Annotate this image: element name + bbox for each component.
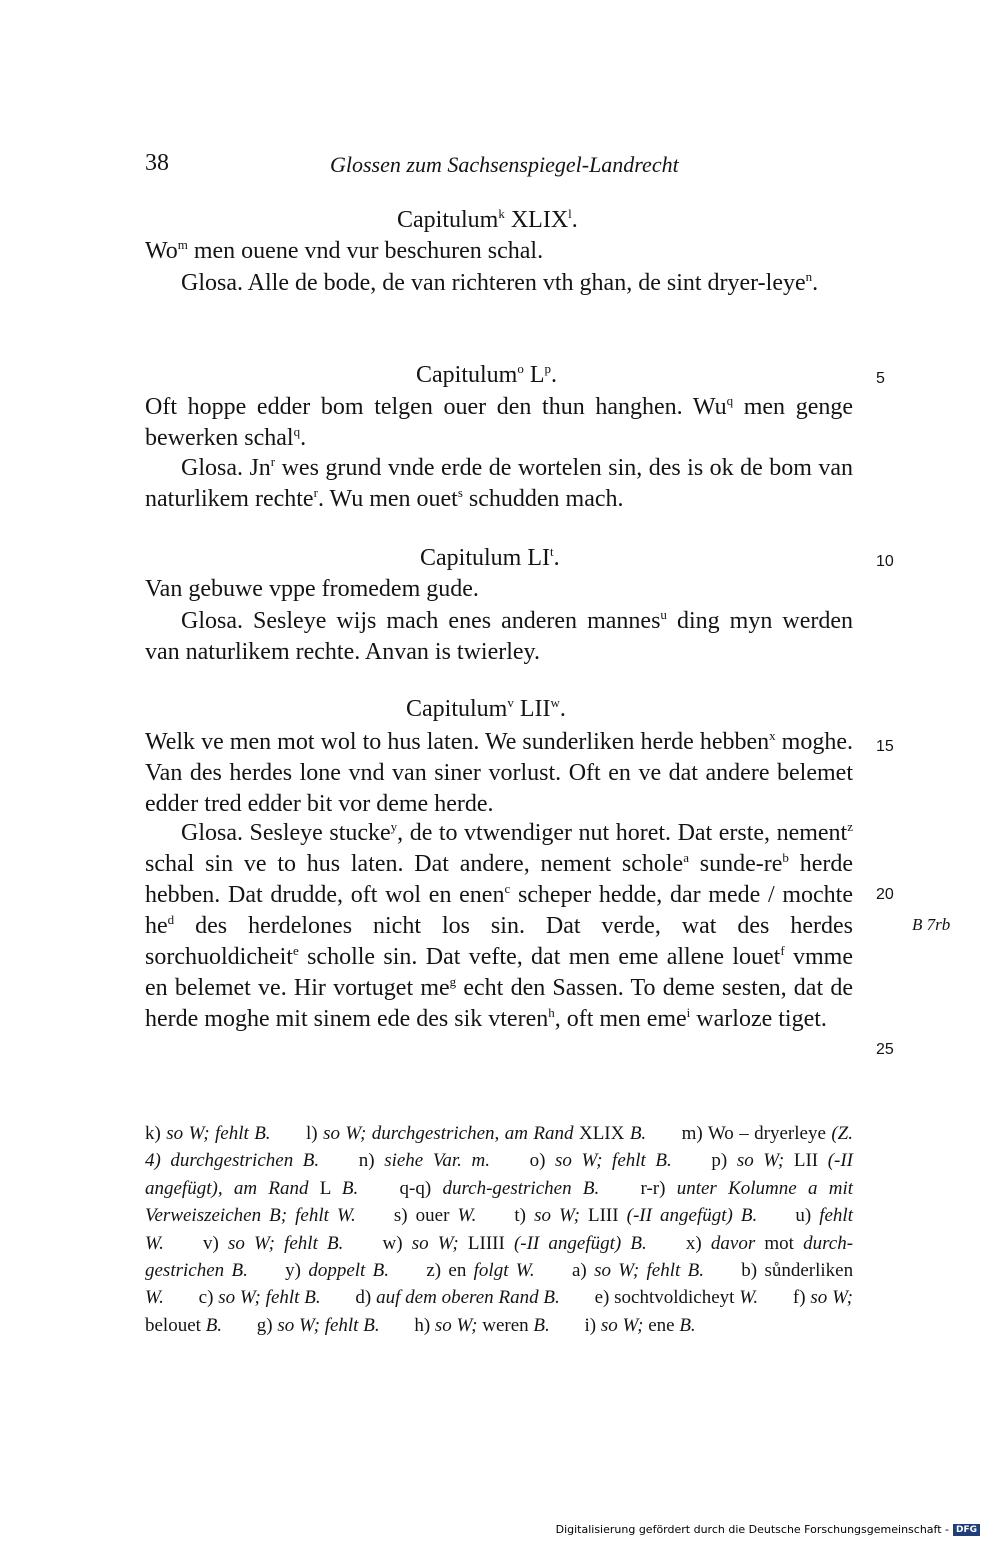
footnote-text: B. — [341, 1177, 359, 1199]
glosa-paragraph: Glosa. Alle de bode, de van richteren vth ghan, de sint dryer-leye$^n$. — [181, 269, 819, 296]
footnote-text: Wo – dryerleye — [707, 1123, 832, 1144]
footnote-label: f) — [792, 1287, 806, 1309]
footnote-text: so W; fehlt B. — [218, 1287, 321, 1309]
page-number: 38 — [145, 150, 169, 176]
footnote-text: folgt W. — [473, 1260, 535, 1282]
footnotes-apparatus — [145, 1120, 853, 1339]
footnote-text: so W; fehlt B. — [594, 1260, 704, 1282]
footnote-label: i) — [584, 1314, 597, 1336]
running-title: Glossen zum Sachsenspiegel-Landrecht — [330, 152, 679, 177]
glosa-paragraph: Glosa. Sesleye wijs mach enes anderen mannes$^u$ ding myn werden van naturlikem rechte. Anvan is twierley. — [145, 607, 853, 665]
footnote-label: d) — [355, 1287, 372, 1309]
footnote-label: s) — [393, 1205, 408, 1227]
footnote-text: W. — [145, 1287, 164, 1309]
footnote-text: so W; fehlt B. — [166, 1123, 271, 1144]
footnote-item — [285, 1260, 389, 1281]
footnote-text: siehe Var. m. — [384, 1150, 490, 1172]
footnote-text: XLIX — [573, 1123, 630, 1144]
footnote-label: z) — [426, 1260, 442, 1282]
footnote-text: fehlt W. — [145, 1205, 853, 1254]
glosa-paragraph: Glosa. Jn$^r$ wes grund vnde erde de wortelen sin, des is ok de bom van naturlikem rechte$^r$. Wu men ouet$^s$ schudden mach. — [145, 454, 853, 512]
footnote-text: mot — [755, 1232, 804, 1254]
chapter-heading: Capitulum $LI^t$. — [420, 544, 560, 571]
chapter-title: Van gebuwe vppe fromedem gude. — [145, 576, 479, 602]
footnote-item — [414, 1315, 549, 1336]
footnote-text: W. — [457, 1205, 477, 1227]
footnote-item — [383, 1233, 647, 1254]
dfg-logo-icon: DFG — [953, 1524, 980, 1536]
footnote-text: so W; — [810, 1287, 854, 1309]
dfg-credit-text: Digitalisierung gefördert durch die Deutsche Forschungsgemeinschaft - — [555, 1523, 949, 1536]
footnote-label: c) — [198, 1287, 214, 1309]
line-number: 10 — [876, 553, 894, 570]
footnote-text: ouer — [415, 1205, 458, 1227]
footnote-item — [426, 1260, 534, 1281]
footnote-item — [585, 1315, 696, 1336]
footnote-text: LIII — [579, 1205, 627, 1227]
footnote-label: x) — [685, 1232, 702, 1254]
footnote-label: g) — [256, 1314, 273, 1336]
line-number: 20 — [876, 886, 894, 903]
margin-note: B 7rb — [912, 915, 951, 934]
footnote-label: b) — [741, 1260, 758, 1282]
footnote-text: auf dem oberen Rand B. — [376, 1287, 560, 1309]
footnote-text: sochtvoldicheyt — [614, 1287, 740, 1309]
footnote-text: so W; — [434, 1314, 478, 1336]
footnote-text: unter Kolumne a mit Verweiszeichen B; fehlt W. — [145, 1177, 854, 1227]
footnote-item — [359, 1150, 490, 1171]
footnote-text: so W; fehlt B. — [555, 1150, 672, 1172]
footnote-item — [514, 1205, 757, 1226]
footnote-label: w) — [382, 1232, 403, 1254]
footnote-text: B. — [533, 1314, 550, 1336]
footnote-item — [530, 1150, 672, 1171]
line-number: 25 — [876, 1041, 894, 1058]
footnote-text: B. — [629, 1123, 647, 1144]
footnote-text: (-II angefügt), am Rand — [145, 1150, 854, 1199]
footnote-label: l) — [306, 1123, 318, 1144]
footnote-label: o) — [529, 1150, 546, 1172]
chapter-heading: Capitulum$^v$ LII$^w$. — [406, 695, 566, 722]
footnote-item — [572, 1260, 704, 1281]
footnote-item — [257, 1315, 380, 1336]
footnote-label: n) — [358, 1150, 375, 1172]
footnote-item — [145, 1123, 271, 1144]
footnote-label: k) — [145, 1123, 161, 1144]
footnote-text: so W; — [600, 1314, 644, 1336]
footnote-text: so W; fehlt B. — [227, 1232, 344, 1254]
footnote-label: y) — [285, 1260, 301, 1282]
footnote-text: so W; — [411, 1232, 459, 1254]
chapter-heading: Capitulum$^k$ XLIX$^l$. — [397, 206, 578, 233]
footnote-text: so W; — [736, 1150, 785, 1172]
footnote-label: e) — [594, 1287, 610, 1309]
footnote-text: davor — [710, 1232, 756, 1254]
chapter-title: Oft hoppe edder bom telgen ouer den thun hanghen. Wu$^q$ men genge bewerken schal$^q$. — [145, 393, 854, 451]
footnote-text: so W; durchgestrichen, am Rand — [323, 1123, 574, 1144]
footnote-label: r-r) — [640, 1177, 666, 1199]
footnote-item — [306, 1123, 646, 1144]
chapter-heading: Capitulum$^o$ $L^p$. — [416, 361, 558, 388]
footnote-text: doppelt B. — [308, 1260, 389, 1282]
footnote-label: u) — [795, 1205, 812, 1227]
footnote-text: sůnderliken — [764, 1260, 854, 1282]
footnote-text: en — [448, 1260, 474, 1282]
footnote-text: (Z. 4) durchgestrichen B. — [145, 1123, 853, 1172]
footnote-text: (-II angefügt) B. — [626, 1205, 758, 1227]
footnote-label: q-q) — [399, 1177, 432, 1199]
line-number: 5 — [876, 370, 885, 387]
chapter-title: Wo$^m$ men ouene vnd vur beschuren schal. — [145, 237, 544, 264]
line-number: 15 — [876, 738, 894, 755]
footnote-text: W. — [739, 1287, 759, 1309]
footnote-label: p) — [711, 1150, 728, 1172]
footnote-item — [355, 1287, 559, 1308]
footnote-label: h) — [414, 1314, 431, 1336]
glosa-paragraph: Glosa. Sesleye stucke$^y$, de to vtwendiger nut horet. Dat erste, nement$^z$ schal sin ve to hus laten. Dat andere, nement schole$^a$ sunde-$re^b$ herde hebben. Dat drudde, oft wol en enen$^c$ scheper hedde, dar mede / mochte $he^d$ des herdelones nicht los sin. Dat verde, wat des herdes sorchuoldicheit$^e$ scholle sin. Dat vefte, dat men eme allene louet$^f$ vmme en belemet ve. Hir vortuget $me^g$ echt den Sassen. To deme sesten, dat de herde moghe mit sinem ede des sik vteren$^h$, oft men eme$^i$ warloze tiget. — [145, 819, 854, 1032]
footnote-label: v) — [203, 1232, 219, 1254]
footnote-text: B. — [679, 1314, 696, 1336]
footnote-text: L — [308, 1177, 342, 1199]
footnote-text: so W; — [534, 1205, 580, 1227]
footnote-text: weren — [477, 1314, 534, 1336]
footnote-item — [203, 1233, 343, 1254]
footnote-text: LIIII — [458, 1232, 514, 1254]
footnote-text: belouet — [145, 1314, 206, 1336]
footnote-item — [199, 1287, 321, 1308]
footnote-text: (-II angefügt) B. — [513, 1232, 647, 1254]
footnote-text: B. — [205, 1314, 223, 1336]
chapter-title: Welk ve men mot wol to hus laten. We sunderliken herde hebben$^x$ moghe. Van des herdes lone vnd van siner vorlust. Oft en ve dat andere belemet edder tred edder bit vor deme herde. — [145, 728, 853, 817]
footnote-text: ene — [643, 1314, 680, 1336]
footnote-item — [400, 1178, 600, 1199]
footnote-text: so W; fehlt B. — [277, 1314, 380, 1336]
dfg-credit — [556, 1523, 980, 1536]
footnote-item — [394, 1205, 476, 1226]
footnote-label: t) — [514, 1205, 526, 1227]
footnote-item — [595, 1287, 759, 1308]
footnote-text: durch-gestrichen B. — [442, 1177, 600, 1199]
footnote-text: durch-gestrichen B. — [145, 1232, 854, 1282]
footnote-label: a) — [571, 1260, 587, 1282]
footnote-text: LII — [784, 1150, 828, 1172]
footnote-label: m) — [681, 1123, 703, 1144]
